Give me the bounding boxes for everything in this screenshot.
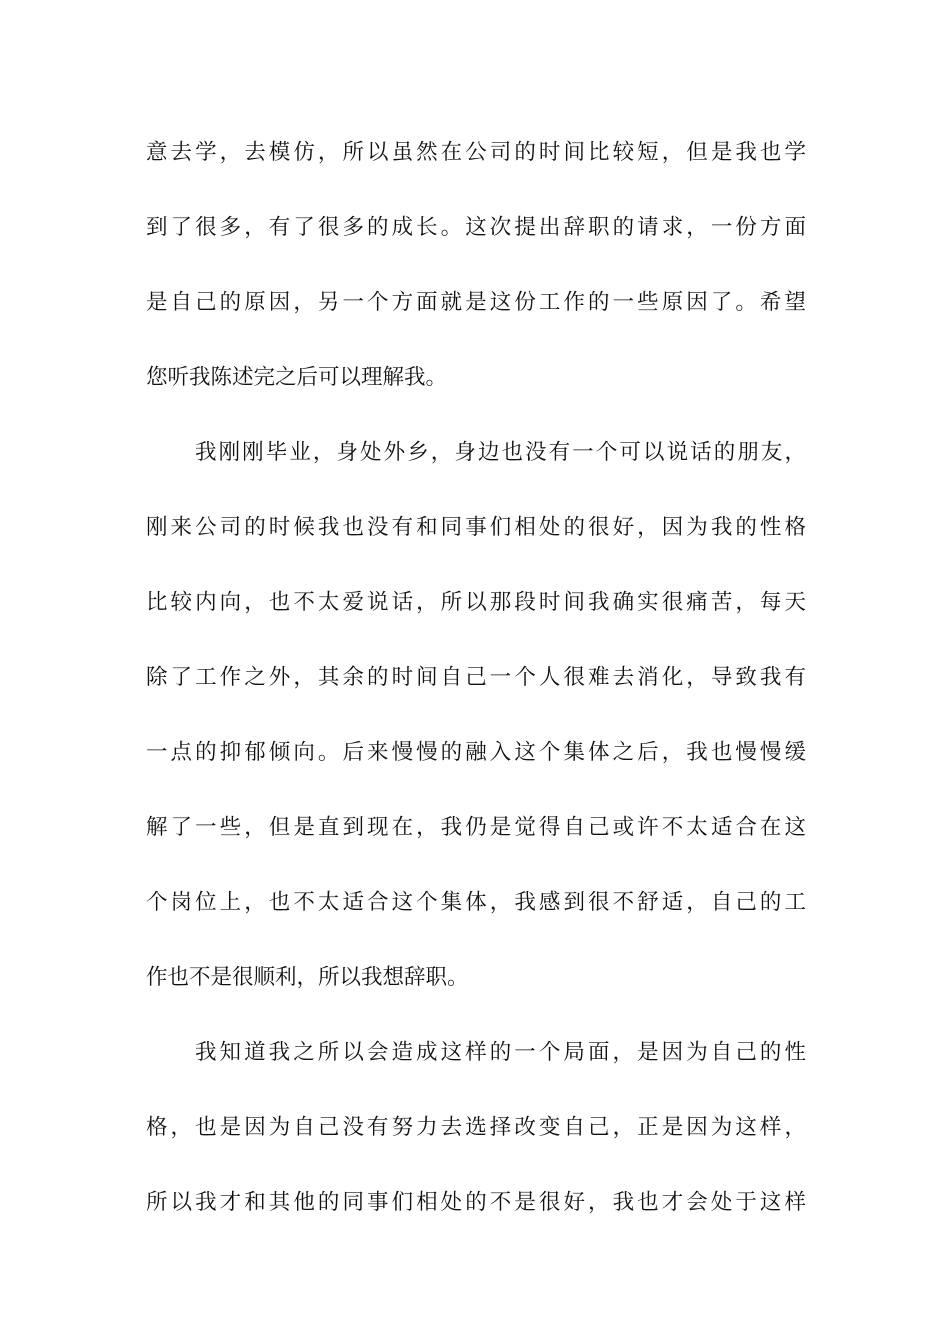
text-line: 个岗位上，也不太适合这个集体，我感到很不舒适，自己的工 [146,890,806,915]
text-line: 到了很多，有了很多的成长。这次提出辞职的请求，一份方面 [146,215,806,240]
text-line: 比较内向，也不太爱说话，所以那段时间我确实很痛苦，每天 [146,590,806,615]
text-line: 格，也是因为自己没有努力去选择改变自己，正是因为这样， [146,1115,806,1140]
text-line: 所以我才和其他的同事们相处的不是很好，我也才会处于这样 [146,1190,806,1215]
paragraph-first-line: 我刚刚毕业，身处外乡，身边也没有一个可以说话的朋友， [195,440,806,465]
text-line: 解了一些，但是直到现在，我仍是觉得自己或许不太适合在这 [146,815,806,840]
text-line: 作也不是很顺利，所以我想辞职。 [146,965,469,990]
text-line: 意去学，去模仿，所以虽然在公司的时间比较短，但是我也学 [146,140,806,165]
text-line: 除了工作之外，其余的时间自己一个人很难去消化，导致我有 [146,665,806,690]
text-line: 是自己的原因，另一个方面就是这份工作的一些原因了。希望 [146,290,806,315]
paragraph-first-line: 我知道我之所以会造成这样的一个局面，是因为自己的性 [195,1040,806,1065]
text-line: 一点的抑郁倾向。后来慢慢的融入这个集体之后，我也慢慢缓 [146,740,806,765]
text-line: 刚来公司的时候我也没有和同事们相处的很好，因为我的性格 [146,515,806,540]
text-line: 您听我陈述完之后可以理解我。 [146,365,448,390]
